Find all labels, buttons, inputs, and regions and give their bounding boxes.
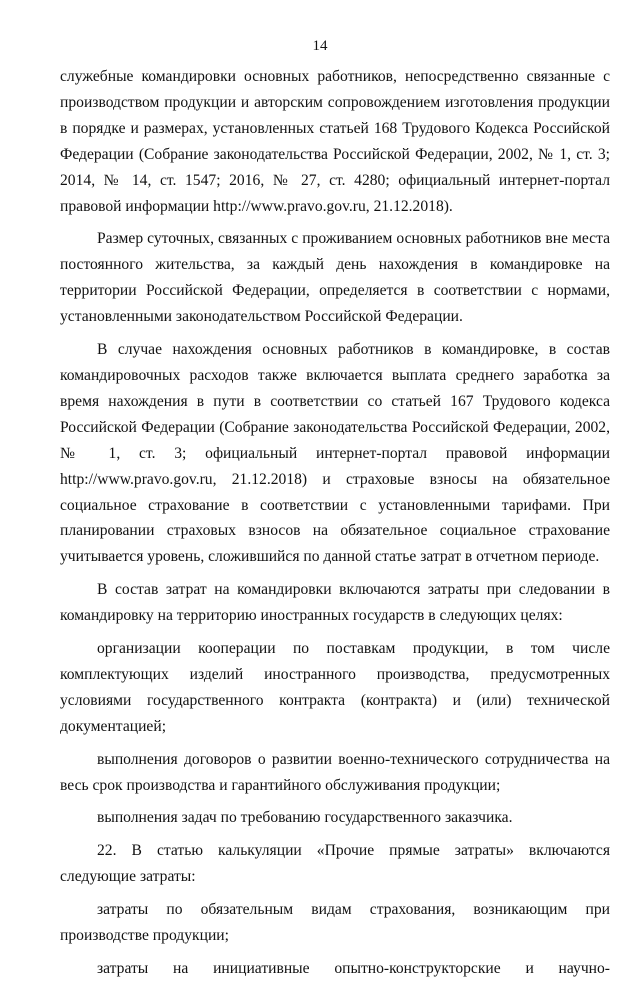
paragraph-travel-expenses: В случае нахождения основных работников в командировке, в состав командировочных расходов также включается выплата среднего заработка за время нахождения в пути в соответствии со статьей 167 Трудового кодекса Российской Федерации (Собрание законодательства Российской Федерации, 2002, № 1, ст. 3; официальный интернет-портал правовой информации http://www.pravo.gov.ru, 21.12.2018) и страховые взносы на обязательное социальное страхование в соответствии с установленными тарифами. При планировании страховых взносов на обязательное социальное страхование учитывается уровень, сложившийся по данной статье затрат в отчетном периоде. [60, 341, 610, 566]
page-number: 14 [312, 38, 328, 54]
paragraph-insurance: затраты по обязательным видам страхования, возникающим при производстве продукции; [60, 901, 610, 945]
document-body [60, 64, 610, 989]
paragraph-foreign-trips: В состав затрат на командировки включаются затраты при следовании в командировку на территорию иностранных государств в следующих целях: [60, 581, 610, 625]
paragraph-initiative-rnd: затраты на инициативные опытно-конструкторские и научно- [97, 960, 610, 977]
paragraph-other-direct-costs: 22. В статью калькуляции «Прочие прямые затраты» включаются следующие затраты: [60, 842, 610, 886]
paragraph-customer-tasks: выполнения задач по требованию государственного заказчика. [97, 809, 513, 827]
paragraph-business-trips: служебные командировки основных работников, непосредственно связанные с производством продукции и авторским сопровождением изготовления продукции в порядке и размерах, установленных статьей 168 Трудового Кодекса Российской Федерации (Собрание законодательства Российской Федерации, 2002, № 1, ст. 3; 2014, № 14, ст. 1547; 2016, № 27, ст. 4280; официальный интернет-портал правовой информации http://www.pravo.gov.ru, 21.12.2018). [60, 68, 610, 215]
paragraph-daily-allowance: Размер суточных, связанных с проживанием основных работников вне места постоянного жительства, за каждый день нахождения в командировке на территории Российской Федерации, определяется в соответствии с нормами, установленными законодательством Российской Федерации. [60, 230, 610, 326]
paragraph-military-cooperation: выполнения договоров о развитии военно-технического сотрудничества на весь срок производства и гарантийного обслуживания продукции; [60, 750, 610, 794]
paragraph-cooperation: организации кооперации по поставкам продукции, в том числе комплектующих изделий иностранного производства, предусмотренных условиями государственного контракта (контракта) и (или) технической документацией; [60, 640, 610, 735]
